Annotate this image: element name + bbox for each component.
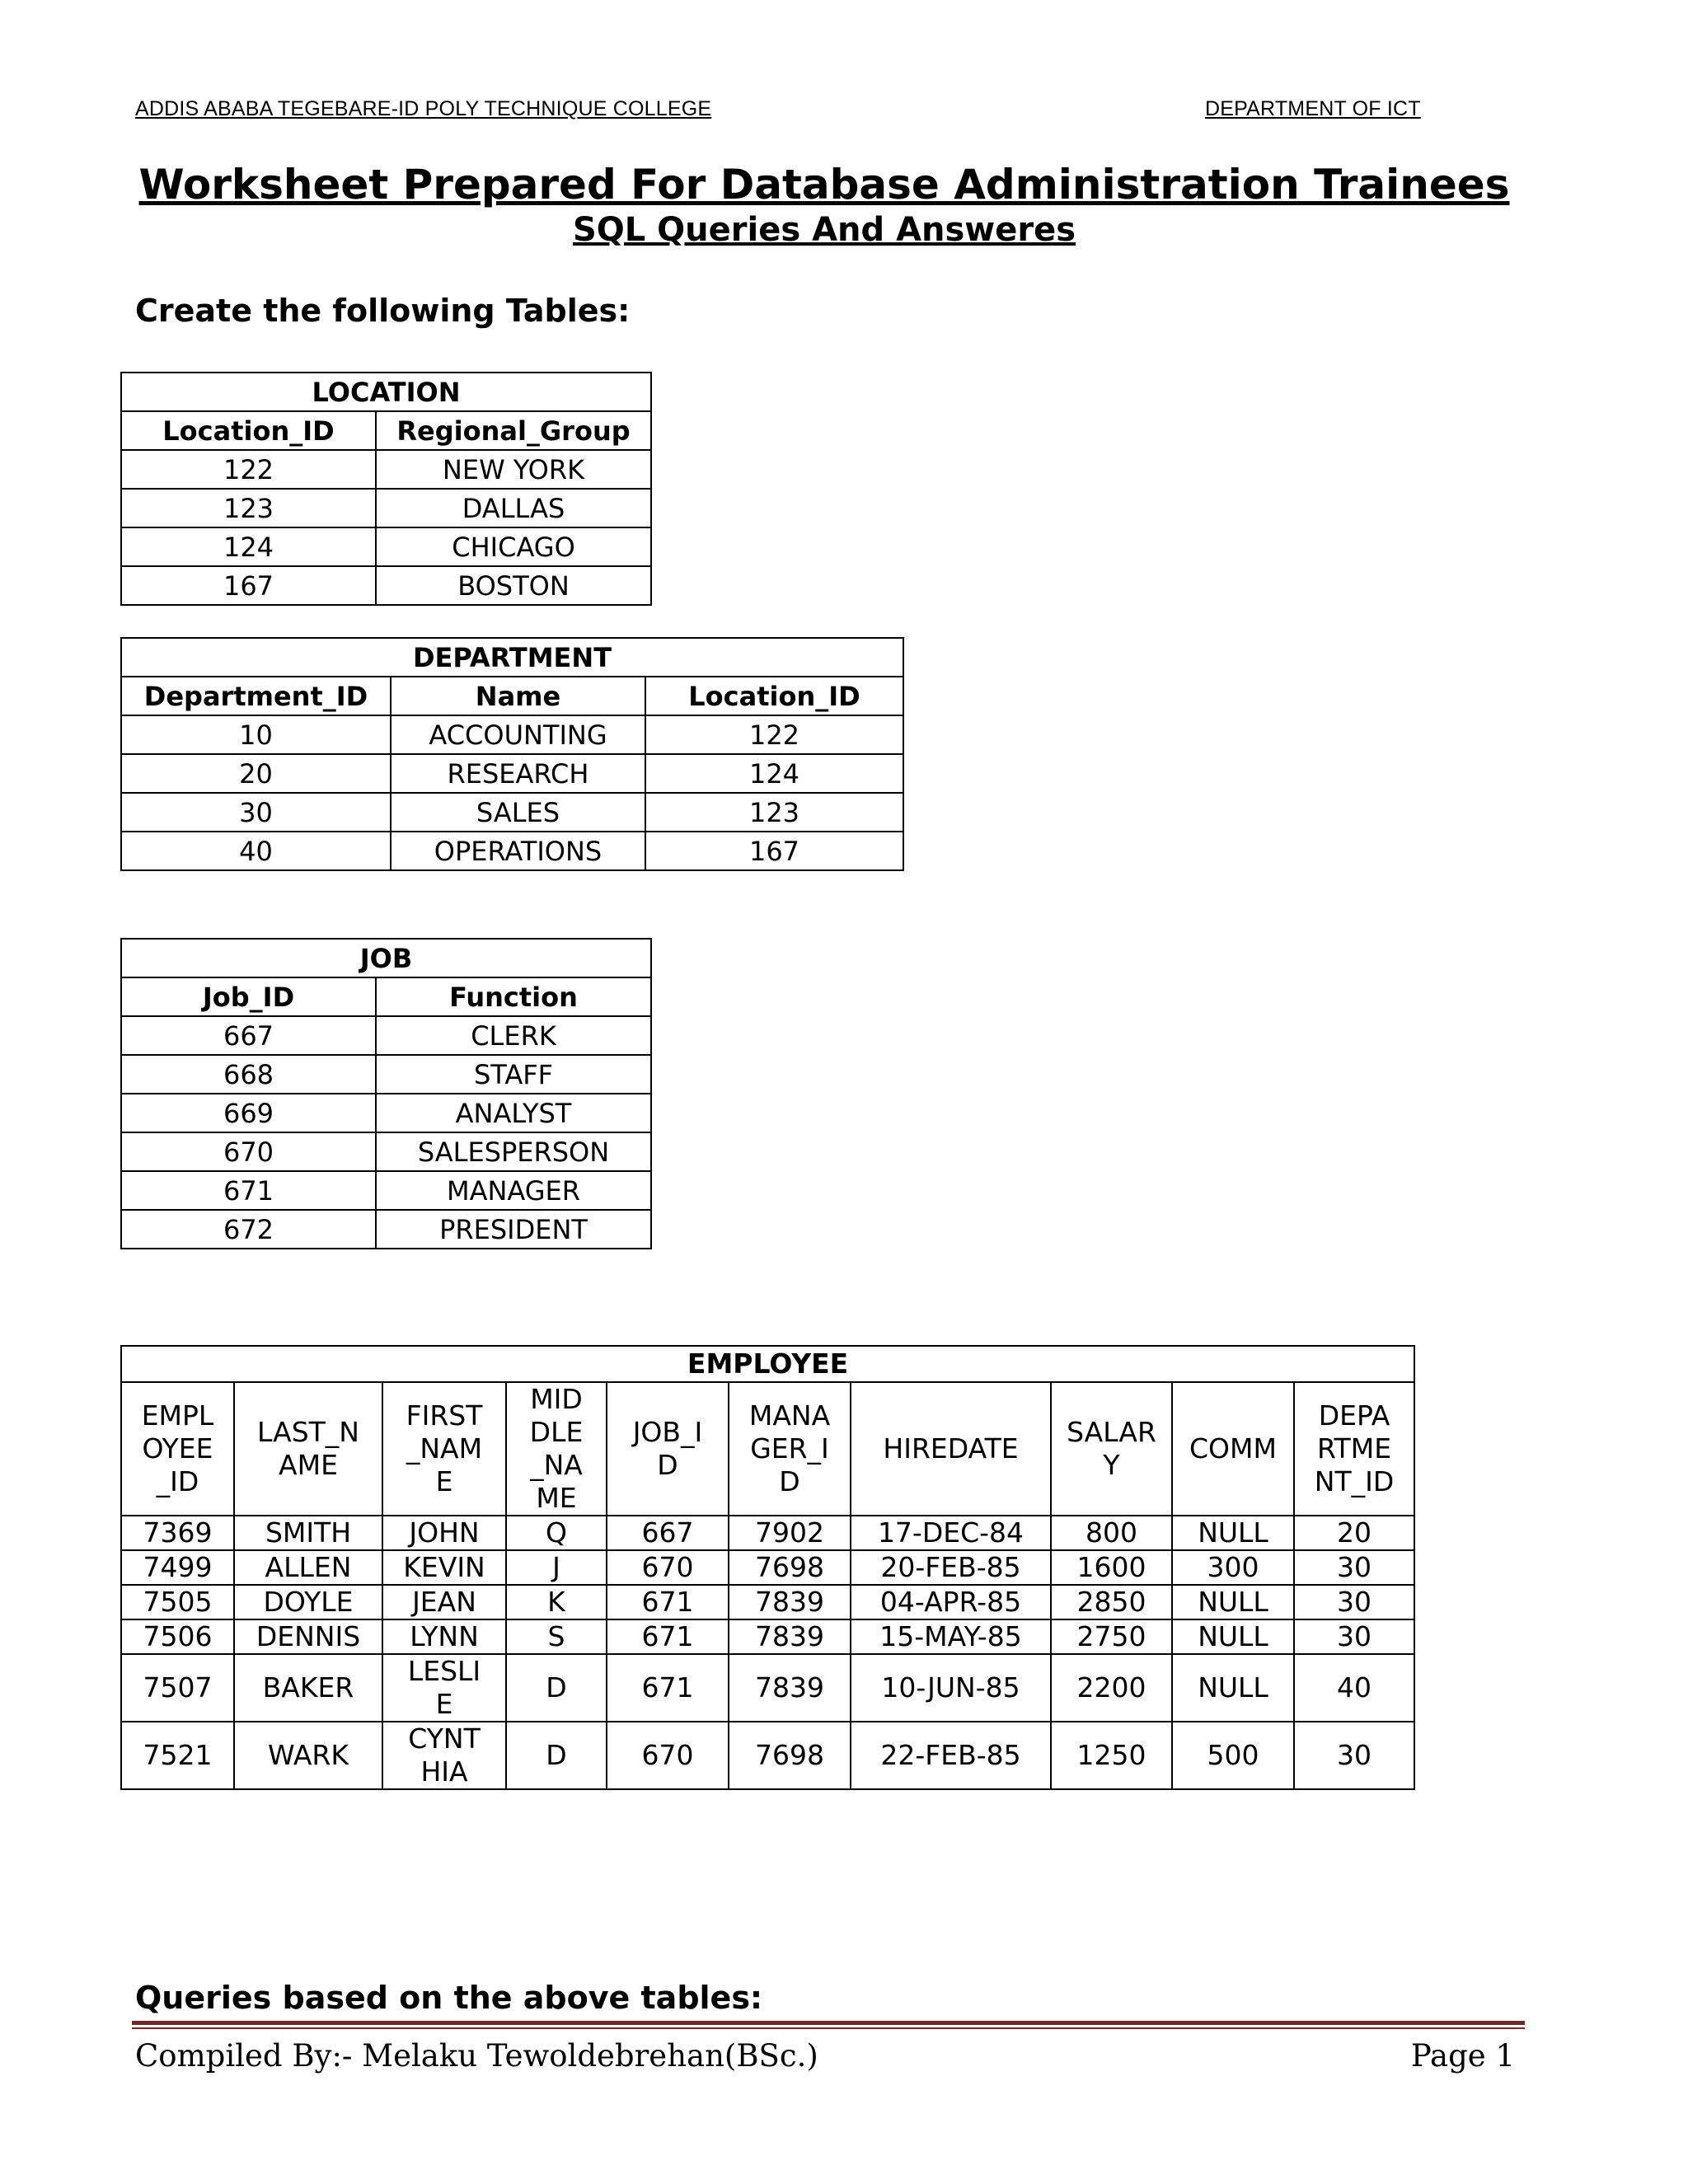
job-table-caption: JOB [121, 939, 651, 977]
table-cell: 667 [121, 1016, 376, 1055]
table-cell: 7506 [121, 1619, 234, 1654]
table-cell: LESLI E [382, 1654, 506, 1722]
table-cell: D [506, 1654, 607, 1722]
table-cell: 22-FEB-85 [851, 1722, 1051, 1789]
table-cell: 124 [121, 527, 376, 566]
table-cell: 1600 [1051, 1550, 1172, 1585]
footer-rule [132, 2021, 1525, 2029]
create-tables-heading: Create the following Tables: [135, 293, 631, 329]
employee-header-cell: EMPL OYEE _ID [121, 1382, 234, 1516]
table-cell: 122 [645, 715, 903, 754]
table-cell: 7369 [121, 1516, 234, 1550]
table-cell: SALESPERSON [376, 1132, 651, 1171]
table-cell: STAFF [376, 1055, 651, 1094]
table-row [121, 793, 903, 832]
table-cell: DOYLE [234, 1585, 382, 1619]
table-cell: 1250 [1051, 1722, 1172, 1789]
table-cell: 2850 [1051, 1585, 1172, 1619]
table-row [121, 489, 651, 527]
employee-header-cell: LAST_N AME [234, 1382, 382, 1516]
table-cell: 40 [121, 832, 391, 870]
table-cell: 123 [121, 489, 376, 527]
table-cell: D [506, 1722, 607, 1789]
table-cell: 800 [1051, 1516, 1172, 1550]
table-cell: 500 [1172, 1722, 1294, 1789]
table-cell: 30 [1294, 1550, 1414, 1585]
table-cell: J [506, 1550, 607, 1585]
table-cell: CLERK [376, 1016, 651, 1055]
employee-header-cell: MID DLE _NA ME [506, 1382, 607, 1516]
table-cell: 124 [645, 754, 903, 793]
table-cell: 7839 [729, 1619, 851, 1654]
table-row [121, 1516, 1414, 1550]
job-header-cell: Job_ID [121, 977, 376, 1016]
table-cell: DALLAS [376, 489, 651, 527]
table-cell: 10 [121, 715, 391, 754]
table-row [121, 527, 651, 566]
table-cell: RESEARCH [391, 754, 645, 793]
table-cell: Q [506, 1516, 607, 1550]
table-row [121, 1016, 651, 1055]
footer-page-number: Page 1 [1410, 2038, 1515, 2074]
department-header-cell: Name [391, 677, 645, 715]
table-row [121, 1654, 1414, 1722]
worksheet-subtitle: SQL Queries And Answeres [572, 211, 1076, 249]
table-cell: 30 [121, 793, 391, 832]
table-cell: 20-FEB-85 [851, 1550, 1051, 1585]
table-cell: S [506, 1619, 607, 1654]
table-cell: 2750 [1051, 1619, 1172, 1654]
table-cell: 670 [607, 1550, 729, 1585]
table-cell: ALLEN [234, 1550, 382, 1585]
table-cell: 2200 [1051, 1654, 1172, 1722]
table-cell: NULL [1172, 1654, 1294, 1722]
table-cell: 40 [1294, 1654, 1414, 1722]
table-cell: 7521 [121, 1722, 234, 1789]
table-cell: 300 [1172, 1550, 1294, 1585]
department-header-cell: Department_ID [121, 677, 391, 715]
worksheet-title: Worksheet Prepared For Database Administration Trainees [138, 161, 1510, 209]
table-cell: 7698 [729, 1550, 851, 1585]
table-cell: JEAN [382, 1585, 506, 1619]
table-cell: SALES [391, 793, 645, 832]
table-cell: CHICAGO [376, 527, 651, 566]
location-header-cell: Regional_Group [376, 411, 651, 450]
table-cell: 670 [121, 1132, 376, 1171]
table-cell: 10-JUN-85 [851, 1654, 1051, 1722]
table-cell: NULL [1172, 1619, 1294, 1654]
table-row [121, 566, 651, 605]
department-table [120, 637, 904, 871]
employee-header-cell: SALAR Y [1051, 1382, 1172, 1516]
queries-heading: Queries based on the above tables: [135, 1980, 763, 2016]
table-cell: 167 [121, 566, 376, 605]
footer-compiled-by: Compiled By:- Melaku Tewoldebrehan(BSc.) [135, 2038, 818, 2074]
location-table [120, 372, 652, 606]
table-row [121, 715, 903, 754]
table-cell: NULL [1172, 1516, 1294, 1550]
college-name: ADDIS ABABA TEGEBARE-ID POLY TECHNIQUE COLLEGE [135, 97, 712, 120]
table-cell: BAKER [234, 1654, 382, 1722]
table-cell: 20 [121, 754, 391, 793]
table-cell: K [506, 1585, 607, 1619]
table-cell: BOSTON [376, 566, 651, 605]
table-cell: 7902 [729, 1516, 851, 1550]
table-cell: 668 [121, 1055, 376, 1094]
table-cell: PRESIDENT [376, 1210, 651, 1249]
table-cell: 7507 [121, 1654, 234, 1722]
table-row [121, 832, 903, 870]
table-cell: JOHN [382, 1516, 506, 1550]
table-row [121, 754, 903, 793]
table-row [121, 1585, 1414, 1619]
employee-table [120, 1345, 1415, 1790]
job-table [120, 938, 652, 1249]
table-row [121, 1619, 1414, 1654]
table-row [121, 1550, 1414, 1585]
table-cell: ACCOUNTING [391, 715, 645, 754]
table-cell: 15-MAY-85 [851, 1619, 1051, 1654]
table-row [121, 1171, 651, 1210]
employee-header-cell: DEPA RTME NT_ID [1294, 1382, 1414, 1516]
table-cell: 04-APR-85 [851, 1585, 1051, 1619]
table-row [121, 1210, 651, 1249]
table-cell: 671 [121, 1171, 376, 1210]
table-cell: OPERATIONS [391, 832, 645, 870]
department-name: DEPARTMENT OF ICT [1205, 97, 1421, 120]
table-cell: NEW YORK [376, 450, 651, 489]
table-cell: 669 [121, 1094, 376, 1132]
table-cell: 7698 [729, 1722, 851, 1789]
table-cell: 167 [645, 832, 903, 870]
employee-header-cell: JOB_I D [607, 1382, 729, 1516]
table-cell: 17-DEC-84 [851, 1516, 1051, 1550]
table-cell: CYNT HIA [382, 1722, 506, 1789]
table-row [121, 1055, 651, 1094]
employee-header-cell: MANA GER_I D [729, 1382, 851, 1516]
table-cell: 671 [607, 1654, 729, 1722]
table-row [121, 1094, 651, 1132]
department-table-caption: DEPARTMENT [121, 638, 903, 677]
table-cell: ANALYST [376, 1094, 651, 1132]
table-cell: 123 [645, 793, 903, 832]
table-cell: 7499 [121, 1550, 234, 1585]
table-cell: 122 [121, 450, 376, 489]
table-cell: SMITH [234, 1516, 382, 1550]
table-cell: MANAGER [376, 1171, 651, 1210]
employee-header-cell: COMM [1172, 1382, 1294, 1516]
table-cell: 7839 [729, 1654, 851, 1722]
table-cell: 672 [121, 1210, 376, 1249]
table-cell: 30 [1294, 1585, 1414, 1619]
location-header-cell: Location_ID [121, 411, 376, 450]
table-cell: 670 [607, 1722, 729, 1789]
table-cell: 7505 [121, 1585, 234, 1619]
table-cell: 671 [607, 1619, 729, 1654]
job-header-cell: Function [376, 977, 651, 1016]
employee-header-cell: HIREDATE [851, 1382, 1051, 1516]
table-row [121, 450, 651, 489]
table-cell: 30 [1294, 1619, 1414, 1654]
table-cell: 30 [1294, 1722, 1414, 1789]
table-cell: KEVIN [382, 1550, 506, 1585]
table-cell: 671 [607, 1585, 729, 1619]
table-cell: DENNIS [234, 1619, 382, 1654]
employee-table-caption: EMPLOYEE [121, 1346, 1414, 1382]
table-cell: WARK [234, 1722, 382, 1789]
table-row [121, 1132, 651, 1171]
location-table-caption: LOCATION [121, 373, 651, 411]
department-header-cell: Location_ID [645, 677, 903, 715]
employee-header-cell: FIRST _NAM E [382, 1382, 506, 1516]
table-cell: NULL [1172, 1585, 1294, 1619]
table-row [121, 1722, 1414, 1789]
table-cell: LYNN [382, 1619, 506, 1654]
table-cell: 667 [607, 1516, 729, 1550]
table-cell: 7839 [729, 1585, 851, 1619]
table-cell: 20 [1294, 1516, 1414, 1550]
